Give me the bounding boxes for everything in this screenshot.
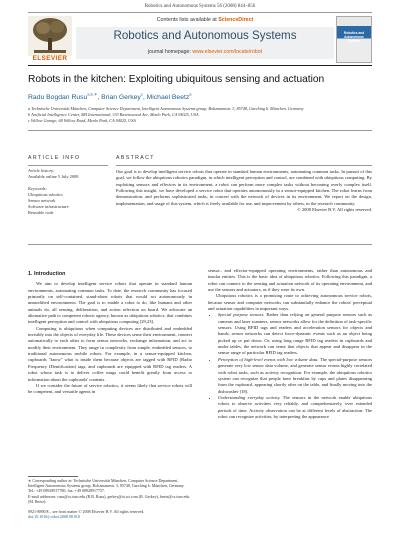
divider bbox=[28, 244, 372, 245]
divider bbox=[28, 165, 108, 166]
corresponding-author-note: ∗ Corresponding author at: Technische Universität München, Computer Science Department, Intelligent Autonomous Systems group, Boltzmannstr. 3, 85748, Garching b. München, Germany. Tel.: +49 08928917780; fax: +49 08928917757. bbox=[28, 478, 185, 494]
contents-prefix: Contents lists available at bbox=[156, 17, 219, 23]
elsevier-tree-logo-icon bbox=[28, 16, 72, 56]
journal-citation: Robotics and Autonomous Systems 56 (2008) 844–856 bbox=[144, 4, 256, 9]
list-item: • Perception of high-level events with low volume data. The special-purpose sensors generate very low sensor data volume, and generate sensor events highly correlated with robot tasks, such as activity recognition. For example, the ubiquitous robotics system can recognize that people have breakfast by cups and plates disappearing from the cupboard, appearing shortly after on the table, and finally moving into the dishwasher [18]. bbox=[218, 357, 372, 395]
abstract-heading: ABSTRACT bbox=[116, 155, 155, 161]
paragraph: sensor– and effector-equipped operating environments, rather than autonomous and insular entities. This is the basic idea of ubiquitous robotics. Following this paradigm, a robot can connect to the sensing and actuation network of its operating environment, and use the sensors and actuators, as if they were its own. bbox=[208, 268, 372, 293]
list-item: • Understanding everyday activity. The sensors in the network enable ubiquitous robots to observe activities very reliably, and comprehensively, over extended periods of time. Activity observation can be at different levels of abstraction. The robot can recognize activities, by interpreting the appearance bbox=[218, 395, 372, 420]
left-column bbox=[28, 268, 192, 396]
cover-title: Robotics and Autonomous Systems bbox=[343, 31, 365, 43]
journal-masthead bbox=[28, 12, 372, 66]
affiliation: c Willow Garage, 68 Willow Road, Menlo Park, CA 94025, USA bbox=[28, 118, 136, 123]
issn: 0921-8890/$ – see front matter © 2008 Elsevier B.V. All rights reserved. bbox=[28, 509, 145, 514]
history-label: Article history: bbox=[28, 168, 55, 173]
paragraph: If we consider the future of service robotics, it seems likely that service robots will be competent, and versatile agents in bbox=[28, 382, 192, 395]
author-list bbox=[28, 92, 372, 101]
homepage-link[interactable]: www.elsevier.com/locate/robot bbox=[192, 49, 263, 55]
affiliation: b Artificial Intelligence Center, SRI International, 333 Ravenswood Ave, Menlo Park, CA 94025, USA bbox=[28, 112, 199, 117]
footnote bbox=[28, 478, 192, 504]
abstract-body bbox=[116, 169, 372, 213]
right-column bbox=[208, 268, 372, 420]
author[interactable]: Brian Gerkey$^c$, bbox=[101, 92, 147, 102]
history-value: Available online 5 July 2008 bbox=[28, 174, 79, 179]
journal-cover-image bbox=[336, 16, 372, 63]
keyword: Software infrastructure bbox=[28, 204, 69, 209]
abstract-text: Our goal is to develop intelligent service robots that operate in standard human environments, automating common tasks. In pursuit of this goal, we follow the ubiquitous robotics paradigm, in which intelligent perception and control, are combined with ubiquitous computing. By exploiting sensors and effectors in its environment, a robot can perform more complex tasks without becoming overly complex itself. Following this insight, we have developed a service robot that operates autonomously in a sensor-equipped kitchen. The robot learns from demonstration, and performs sophisticated tasks, in concert with the network of devices in its environment. We report on the design, implementation, and usage of this system, which is freely available for use, and improvement by others, in the research community. bbox=[116, 169, 372, 206]
doi-link[interactable]: doi:10.1016/j.robot.2008.08.010 bbox=[28, 514, 80, 520]
email-addresses: E-mail addresses: rusu@cs.tum.edu (R.B. Rusu), gerkey@ai.sri.com (B. Gerkey), beetz@cs.tum.edu (M. Beetz). bbox=[28, 493, 190, 504]
footnote-divider bbox=[28, 476, 78, 477]
affiliation: a Technische Universität München, Computer Science Department, Intelligent Autonomous Systems group, Boltzmannstr. 3, 85748, Garching b. München, Germany bbox=[28, 106, 304, 111]
contents-line bbox=[76, 17, 334, 23]
paragraph: Ubiquitous robotics is a promising route to achieving autonomous service robots, because sensor and computer networks can substantially enhance the robots' perceptual and actuation capabilities in important ways. bbox=[208, 293, 372, 312]
copyright-notice: © 2008 Elsevier B.V. All rights reserved. bbox=[297, 207, 372, 213]
homepage-prefix: journal homepage: bbox=[147, 49, 193, 55]
journal-title: Robotics and Autonomous Systems bbox=[113, 29, 297, 42]
article-info-heading: ARTICLE INFO bbox=[28, 155, 81, 161]
keyword: Reusable code bbox=[28, 210, 54, 215]
keywords-label: Keywords: bbox=[28, 186, 47, 191]
publisher-name: ELSEVIER bbox=[32, 55, 68, 62]
author[interactable]: Radu Bogdan Rusu$^{a,b,∗}$, bbox=[28, 92, 102, 102]
keyword: Sensor network bbox=[28, 198, 56, 203]
journal-homepage bbox=[76, 49, 334, 55]
article-title: Robots in the kitchen: Exploiting ubiquitous sensing and actuation bbox=[28, 74, 325, 85]
issn-line bbox=[28, 509, 198, 519]
paragraph: Computing is ubiquitous when computing devices are distributed and embedded invisibly into the objects of everyday life. These devices sense their environment, connect automatically to each other to form sensor networks, exchange information, and act to modify their environment. They range in complexity from simple, embedded sensors, to traditional autonomous mobile robots. For example, in a sensor-equipped kitchen, cupboards "know" what is inside them because objects are tagged with RFID (Radio Frequency IDentification) tags, and cupboards are equipped with RFID tag readers. A robot whose task is to deliver coffee mugs could benefit greatly from access to information about the cupboards' contents. bbox=[28, 325, 192, 382]
keyword: Ubiquitous robotics bbox=[28, 192, 63, 197]
author[interactable]: Michael Beetz$^a$ bbox=[146, 92, 192, 102]
sciencedirect-link[interactable]: ScienceDirect bbox=[218, 17, 254, 23]
bullet-list bbox=[208, 312, 372, 420]
paragraph: We aim to develop intelligent service robots that operate in standard human environments, automating common tasks. To date, the research community has focused primarily on self-contained, stand-alone robots that would act autonomously in unmodified environments. The goal is to enable a robot to do, like humans and other animals do, all sensing, deliberation, and action selection on board. We advocate an alternative path to competent robotic agency, known as ubiquitous robotics, that combines intelligent perception and control with ubiquitous computing [29,23]. bbox=[28, 281, 192, 325]
divider bbox=[116, 165, 372, 166]
divider bbox=[28, 130, 372, 131]
list-item: • Special purpose sensors. Rather than relying on general purpose sensors such as cameras and laser scanners, sensor networks allow for the definition of task-specific sensors. Using RFID tags and readers and acceleration sensors for objects and hands, sensor networks can detect force-dynamic events such as an object being picked up or put down. Or, using long range RFID tag readers in cupboards and under tables, the network can sense that objects that appear and disappear in the sensor range of particular RFID tag readers. bbox=[218, 312, 372, 356]
section-heading: 1. Introduction bbox=[28, 271, 66, 277]
